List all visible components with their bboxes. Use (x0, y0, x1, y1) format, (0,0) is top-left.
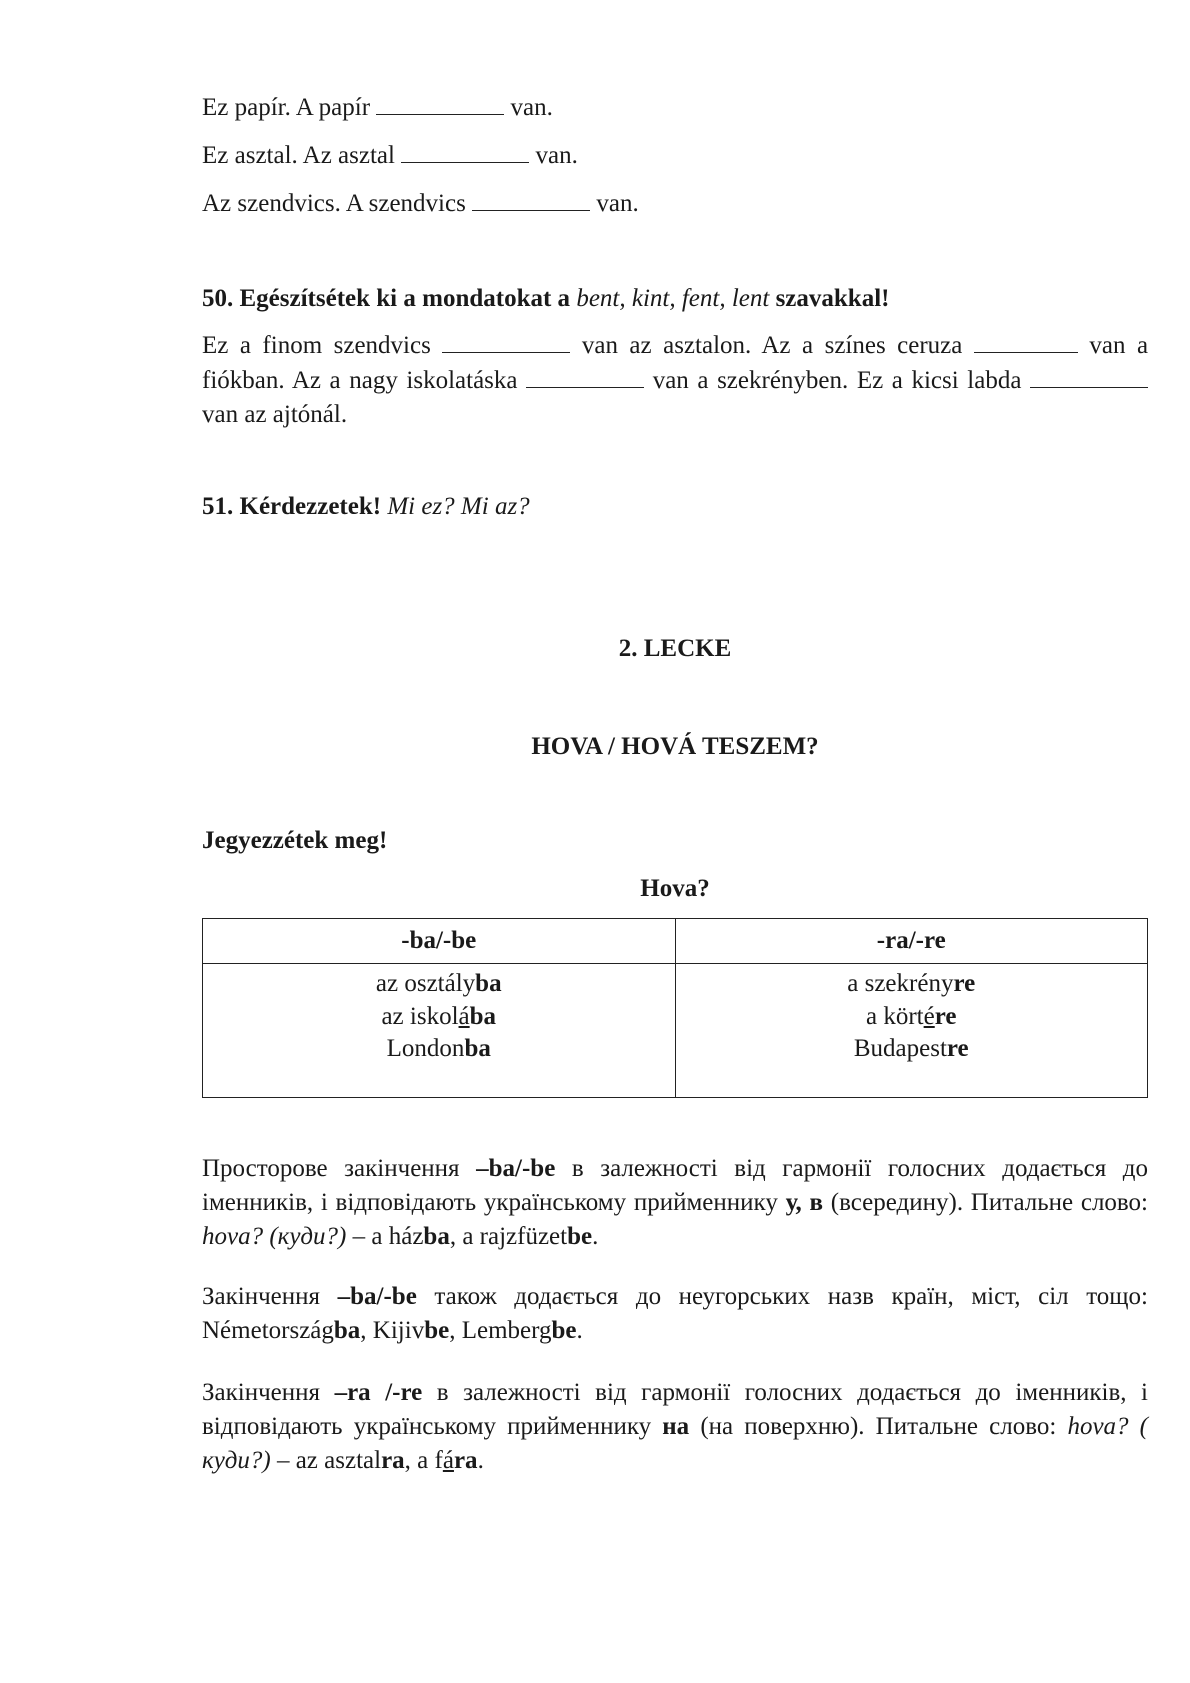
fill-line (202, 90, 1148, 125)
para-italic: hova? (куди?) (202, 1223, 347, 1250)
word-suffix: re (946, 1035, 969, 1062)
word-stem: az osztály (375, 970, 476, 997)
table-header-cell: -ra/-re (675, 919, 1148, 964)
table-header-row (203, 919, 1148, 964)
para-text: в залежності від гармонії голосних додається до іменників, і відповідають українському прийменнику (202, 1379, 1148, 1440)
table-word (677, 968, 1147, 1001)
exercise-50-sentence: Ez a finom szendvics (202, 331, 431, 359)
table-word (677, 1001, 1147, 1034)
answer-blank[interactable] (472, 186, 590, 211)
para-text: , Kijiv (360, 1317, 425, 1344)
exercise-51-heading: 51. Kérdezzetek! (202, 493, 382, 520)
exercise-50-words: bent, kint, fent, lent (576, 285, 770, 312)
fill-line (202, 138, 1148, 173)
para-text: , a rajzfüzet (449, 1223, 568, 1250)
exercise-50-heading-end: szavakkal! (775, 285, 890, 312)
answer-blank[interactable] (401, 138, 529, 163)
para-bold: –ba/-be (476, 1155, 556, 1182)
para-underlined-vowel: á (442, 1447, 454, 1474)
para-text: (на поверхню). Питальне слово: (689, 1413, 1068, 1440)
para-text: . (477, 1447, 484, 1474)
para-text: – a ház (346, 1223, 424, 1250)
word-suffix: ba (469, 1002, 497, 1030)
para-text: . (576, 1317, 583, 1344)
word-underlined-vowel: é (923, 1002, 935, 1030)
para-bold: be (424, 1317, 450, 1344)
para-text: Просторове закінчення (202, 1155, 477, 1182)
table-word (204, 1001, 674, 1034)
explanation-paragraph-1 (202, 1152, 1148, 1254)
explanation-paragraph-3 (202, 1376, 1148, 1478)
para-bold: –ba/-be (337, 1283, 417, 1310)
para-bold: –ra /-re (334, 1379, 423, 1406)
table-caption: Hova? (640, 875, 710, 902)
fill-line-text: van. (510, 93, 553, 121)
para-bold: на (662, 1413, 690, 1440)
fill-line-text: Az szendvics. A szendvics (202, 189, 466, 217)
word-stem: az iskol (381, 1002, 459, 1030)
exercise-51-title (202, 490, 1148, 525)
exercise-50-text (202, 328, 1148, 432)
word-stem: a kört (866, 1002, 924, 1030)
para-text: Закінчення (202, 1283, 338, 1310)
table-row (203, 964, 1148, 1098)
para-bold: ba (333, 1317, 361, 1344)
fill-line (202, 186, 1148, 221)
para-bold: be (551, 1317, 577, 1344)
suffix-table (202, 918, 1148, 1098)
answer-blank[interactable] (1030, 363, 1148, 388)
exercise-50-sentence: van az asztalon. Az a színes ceruza (581, 331, 963, 359)
exercise-51-questions: Mi ez? Mi az? (387, 493, 530, 520)
word-stem: London (386, 1035, 465, 1062)
word-suffix: re (934, 1002, 957, 1030)
lesson-subtitle: HOVA / HOVÁ TESZEM? (531, 733, 819, 760)
para-bold: ra (453, 1447, 478, 1474)
fill-line-text: Ez papír. A papír (202, 93, 371, 121)
lesson-title: 2. LECKE (618, 635, 732, 662)
fill-line-text: van. (535, 141, 578, 169)
table-word (204, 1033, 674, 1066)
exercise-50-sentence: van a fiókban. Az a nagy iskolatáska (202, 331, 1149, 394)
answer-blank[interactable] (376, 90, 504, 115)
word-underlined-vowel: á (458, 1002, 470, 1030)
word-suffix: ba (475, 970, 502, 997)
word-stem: Budapest (853, 1035, 947, 1062)
para-text: в залежності від гармонії голосних додається до іменників, і відповідають українському прийменнику (202, 1155, 1148, 1216)
word-stem: a szekrény (847, 970, 954, 997)
para-text: , a f (404, 1447, 443, 1474)
word-suffix: ba (464, 1035, 491, 1062)
table-header-cell: -ba/-be (203, 919, 676, 964)
exercise-50-sentence: van az ajtónál. (202, 400, 348, 428)
table-word (677, 1033, 1147, 1066)
table-cell (675, 964, 1148, 1098)
para-text: . (592, 1223, 599, 1250)
suffix-table-wrap (202, 918, 1148, 1098)
exercise-50-title (202, 282, 1148, 317)
word-suffix: re (953, 970, 976, 997)
para-text: (всередину). Питальне слово: (823, 1189, 1148, 1216)
fill-line-text: Ez asztal. Az asztal (202, 141, 395, 169)
answer-blank[interactable] (442, 328, 570, 353)
table-cell (203, 964, 676, 1098)
para-text: Закінчення (202, 1379, 335, 1406)
para-bold: у, в (785, 1189, 824, 1216)
para-text: – az asztal (270, 1447, 382, 1474)
table-word (204, 968, 674, 1001)
para-italic: hova? ( куди?) (202, 1413, 1148, 1474)
para-text: також додається до неугорських назв країн, міст, сіл тощо: Németország (202, 1283, 1148, 1344)
note-heading: Jegyezzétek meg! (202, 827, 388, 854)
answer-blank[interactable] (974, 328, 1078, 353)
para-bold: ba (423, 1223, 450, 1250)
para-text: , Lemberg (449, 1317, 552, 1344)
para-bold: ra (381, 1447, 405, 1474)
para-bold: be (567, 1223, 593, 1250)
exercise-50-sentence: van a szekrényben. Ez a kicsi labda (652, 366, 1022, 394)
explanation-paragraph-2 (202, 1280, 1148, 1348)
fill-line-text: van. (596, 189, 639, 217)
exercise-50-heading: 50. Egészítsétek ki a mondatokat a (202, 285, 571, 312)
answer-blank[interactable] (526, 363, 644, 388)
